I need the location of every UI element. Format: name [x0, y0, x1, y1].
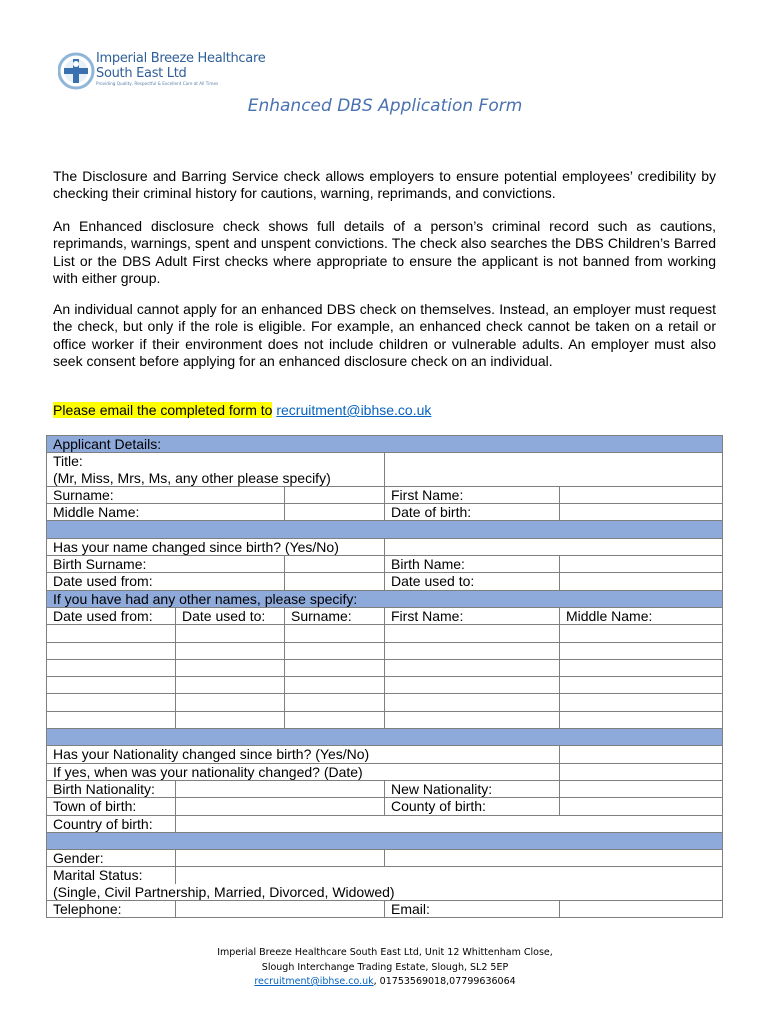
email-link[interactable]: recruitment@ibhse.co.uk: [276, 402, 432, 418]
name-changed-label: Has your name changed since birth? (Yes/No): [47, 538, 385, 555]
table-cell[interactable]: [176, 625, 285, 642]
marital-status-label: Marital Status:: [47, 867, 176, 884]
nationality-changed-field[interactable]: [560, 746, 723, 763]
table-cell[interactable]: [560, 625, 723, 642]
date-used-to-label: Date used to:: [385, 573, 560, 590]
telephone-field[interactable]: [176, 901, 385, 918]
marital-status-field[interactable]: [176, 867, 723, 884]
table-row: [47, 659, 723, 676]
nationality-when-field[interactable]: [560, 763, 723, 780]
section-divider: [47, 729, 723, 746]
table-cell[interactable]: [560, 711, 723, 728]
date-used-to-field[interactable]: [560, 573, 723, 590]
birth-nationality-label: Birth Nationality:: [47, 780, 176, 797]
dob-field[interactable]: [560, 504, 723, 521]
title-field[interactable]: [385, 453, 723, 487]
middle-name-field[interactable]: [285, 504, 385, 521]
page-footer: [0, 946, 770, 990]
birth-surname-label: Birth Surname:: [47, 556, 285, 573]
table-row: [47, 677, 723, 694]
table-cell[interactable]: [285, 642, 385, 659]
date-used-from-label: Date used from:: [47, 573, 285, 590]
section-other-names: If you have had any other names, please specify:: [47, 590, 723, 607]
dob-label: Date of birth:: [385, 504, 560, 521]
table-cell[interactable]: [560, 694, 723, 711]
section-divider: [47, 521, 723, 538]
gender-field[interactable]: [176, 850, 385, 867]
county-of-birth-label: County of birth:: [385, 798, 560, 815]
birth-name-label: Birth Name:: [385, 556, 560, 573]
table-cell[interactable]: [176, 694, 285, 711]
logo-name-line1: Imperial Breeze Healthcare: [96, 51, 266, 66]
table-cell[interactable]: [47, 711, 176, 728]
logo-tagline: Providing Quality, Respectful & Excellent Care at All Times: [96, 81, 219, 86]
table-cell[interactable]: [560, 642, 723, 659]
table-cell[interactable]: [385, 677, 560, 694]
table-cell[interactable]: [47, 694, 176, 711]
first-name-label: First Name:: [385, 486, 560, 503]
email-notice-text: Please email the completed form to: [53, 402, 273, 418]
email-field[interactable]: [560, 901, 723, 918]
table-cell[interactable]: [176, 659, 285, 676]
table-cell[interactable]: [560, 659, 723, 676]
table-cell[interactable]: [176, 677, 285, 694]
birth-nationality-field[interactable]: [176, 780, 385, 797]
marital-status-hint: (Single, Civil Partnership, Married, Divorced, Widowed): [47, 884, 723, 901]
other-col-date-from: Date used from:: [47, 607, 176, 624]
intro-paragraph-1: The Disclosure and Barring Service check allows employers to ensure potential employees’ credibility by checking their criminal history for cautions, warning, reprimands, and convictions.: [53, 168, 716, 202]
email-label: Email:: [385, 901, 560, 918]
other-col-first-name: First Name:: [385, 607, 560, 624]
table-row: [47, 642, 723, 659]
table-cell[interactable]: [385, 642, 560, 659]
birth-name-field[interactable]: [560, 556, 723, 573]
table-cell[interactable]: [47, 642, 176, 659]
country-of-birth-label: Country of birth:: [47, 815, 176, 832]
other-col-date-to: Date used to:: [176, 607, 285, 624]
table-cell[interactable]: [47, 677, 176, 694]
table-cell[interactable]: [47, 625, 176, 642]
town-of-birth-label: Town of birth:: [47, 798, 176, 815]
new-nationality-field[interactable]: [560, 780, 723, 797]
table-cell[interactable]: [385, 711, 560, 728]
new-nationality-label: New Nationality:: [385, 780, 560, 797]
section-applicant-details: Applicant Details:: [47, 436, 723, 453]
table-cell[interactable]: [176, 642, 285, 659]
table-cell[interactable]: [176, 711, 285, 728]
title-hint: (Mr, Miss, Mrs, Ms, any other please specify): [47, 470, 385, 487]
table-cell[interactable]: [560, 677, 723, 694]
table-cell[interactable]: [285, 694, 385, 711]
logo-name-line2: South East Ltd: [96, 66, 187, 81]
section-divider: [47, 832, 723, 849]
country-of-birth-field[interactable]: [176, 815, 723, 832]
table-cell[interactable]: [285, 677, 385, 694]
nationality-changed-label: Has your Nationality changed since birth? (Yes/No): [47, 746, 560, 763]
footer-contact: [0, 975, 770, 990]
surname-field[interactable]: [285, 486, 385, 503]
title-label: Title:: [47, 453, 385, 470]
gender-label: Gender:: [47, 850, 176, 867]
footer-address-line2: Slough Interchange Trading Estate, Slough, SL2 5EP: [261, 961, 509, 973]
intro-paragraph-2: An Enhanced disclosure check shows full details of a person’s criminal record such as cautions, reprimands, warnings, spent and unspent convictions. The check also searches the DBS Children’s Barred List or the DBS Adult First checks where appropriate to ensure the applicant is not banned from working with either group.: [53, 218, 716, 287]
county-of-birth-field[interactable]: [560, 798, 723, 815]
intro-paragraph-3: An individual cannot apply for an enhanced DBS check on themselves. Instead, an employer must request the check, but only if the role is eligible. For example, an enhanced check cannot be taken on a retail or office worker if their environment does not include children or vulnerable adults. An employer must also seek consent before applying for an enhanced disclosure check on an individual.: [53, 301, 716, 370]
table-cell[interactable]: [385, 625, 560, 642]
table-cell[interactable]: [47, 659, 176, 676]
email-notice: [53, 402, 431, 419]
application-form-table: [46, 435, 723, 918]
other-col-surname: Surname:: [285, 607, 385, 624]
surname-label: Surname:: [47, 486, 285, 503]
table-row: [47, 625, 723, 642]
birth-surname-field[interactable]: [285, 556, 385, 573]
table-row: [47, 711, 723, 728]
table-cell[interactable]: [285, 711, 385, 728]
nationality-when-label: If yes, when was your nationality changed? (Date): [47, 763, 560, 780]
table-cell[interactable]: [285, 659, 385, 676]
table-cell[interactable]: [285, 625, 385, 642]
date-used-from-field[interactable]: [285, 573, 385, 590]
footer-email-link[interactable]: recruitment@ibhse.co.uk: [254, 976, 374, 987]
footer-phones: , 01753569018,07799636064: [373, 976, 516, 987]
footer-address-line1: Imperial Breeze Healthcare South East Ltd, Unit 12 Whittenham Close,: [217, 947, 553, 958]
table-cell[interactable]: [385, 694, 560, 711]
gender-extra-field[interactable]: [385, 850, 723, 867]
middle-name-label: Middle Name:: [47, 504, 285, 521]
town-of-birth-field[interactable]: [176, 798, 385, 815]
table-cell[interactable]: [385, 659, 560, 676]
table-row: [47, 694, 723, 711]
first-name-field[interactable]: [560, 486, 723, 503]
other-col-middle-name: Middle Name:: [560, 607, 723, 624]
telephone-label: Telephone:: [47, 901, 176, 918]
name-changed-field[interactable]: [385, 538, 723, 555]
page-title: Enhanced DBS Application Form: [247, 96, 523, 116]
